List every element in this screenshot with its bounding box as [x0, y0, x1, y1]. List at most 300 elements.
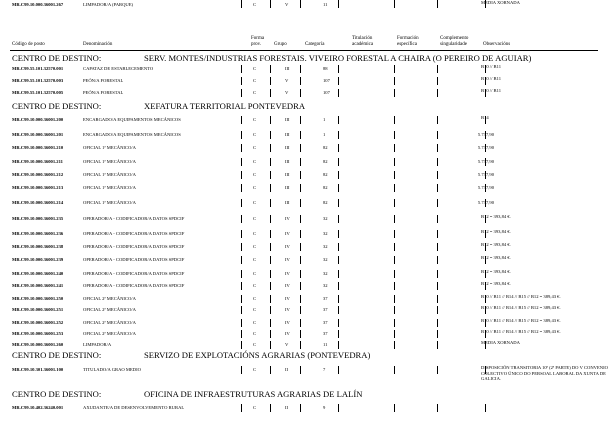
table-row — [10, 76, 610, 85]
cell-position-code: MR.C99.55.101.32570.001 — [12, 66, 64, 71]
cell-grupo: IV — [285, 257, 290, 262]
cell-grupo: III — [285, 200, 290, 205]
table-row — [10, 242, 610, 251]
cell-position-code: MR.C99.10.000.36001.210 — [12, 145, 64, 150]
column-divider — [394, 366, 395, 374]
column-divider — [270, 306, 271, 314]
column-divider — [270, 230, 271, 238]
cell-position-code: MR.C99.10.000.36001.239 — [12, 257, 64, 262]
column-divider — [300, 341, 301, 349]
column-divider — [338, 199, 339, 207]
cell-position-code: MR.C99.10.000.36001.214 — [12, 200, 64, 205]
table-row — [10, 64, 610, 73]
cell-observacions: MEDIA XORNADA — [481, 340, 520, 345]
cell-position-code: MR.C99.10.000.36001.235 — [12, 216, 64, 221]
column-divider — [485, 270, 486, 278]
cell-position-code: MR.C99.10.000.36001.260 — [12, 342, 64, 347]
table-row — [10, 318, 610, 327]
column-divider — [300, 77, 301, 85]
column-divider — [485, 0, 486, 8]
column-divider — [241, 243, 242, 251]
table-row — [10, 365, 610, 381]
column-divider — [485, 65, 486, 73]
cell-categoria: 1 — [323, 132, 326, 137]
column-divider — [485, 330, 486, 338]
column-divider — [394, 341, 395, 349]
column-divider — [394, 77, 395, 85]
column-divider — [338, 116, 339, 124]
cell-denominacion: CAPATAZ DE ESTABLECEMENTO — [83, 66, 154, 71]
cell-categoria: 88 — [323, 66, 328, 71]
column-divider — [338, 282, 339, 290]
column-divider — [241, 330, 242, 338]
column-divider — [241, 366, 242, 374]
center-destino-name: XEFATURA TERRITORIAL PONTEVEDRA — [144, 101, 306, 111]
column-divider — [485, 341, 486, 349]
center-destino-heading — [12, 101, 305, 111]
cell-categoria: 37 — [323, 320, 328, 325]
column-divider — [394, 199, 395, 207]
cell-categoria: 1 — [323, 117, 326, 122]
column-divider — [485, 184, 486, 192]
column-divider — [270, 295, 271, 303]
column-divider — [241, 404, 242, 412]
cell-categoria: 107 — [323, 78, 330, 83]
cell-denominacion: OPERADOR/A - CODIFICADOR/A DATOS SPDCIF — [83, 231, 185, 236]
cell-grupo: III — [285, 66, 290, 71]
cell-observacions: B14 — [481, 115, 489, 120]
column-divider — [485, 158, 486, 166]
cell-denominacion: LIMPADOR/A (PARQUE) — [83, 2, 134, 7]
column-divider — [437, 77, 438, 85]
column-divider — [300, 230, 301, 238]
column-divider — [241, 295, 242, 303]
column-divider — [437, 158, 438, 166]
column-divider — [485, 199, 486, 207]
cell-complemento: 5.737,90 — [477, 159, 494, 164]
column-divider — [300, 171, 301, 179]
column-divider — [437, 116, 438, 124]
cell-denominacion: OFICIAL 1ª MECÁNICO/A — [83, 145, 136, 150]
cell-forma-prov: C — [253, 78, 257, 83]
center-destino-label: CENTRO DE DESTINO: — [12, 389, 102, 399]
cell-denominacion: OFICIAL 1ª MECÁNICO/A — [83, 185, 136, 190]
cell-grupo: IV — [285, 216, 290, 221]
column-divider — [270, 282, 271, 290]
cell-observacions: B10 // B11 — [481, 88, 501, 93]
cell-forma-prov: C — [253, 159, 257, 164]
cell-denominacion: OFICIAL 1ª MECÁNICO/A — [83, 172, 136, 177]
cell-categoria: 32 — [323, 216, 328, 221]
column-divider — [437, 184, 438, 192]
column-divider — [300, 158, 301, 166]
table-row — [10, 0, 610, 9]
cell-forma-prov: C — [253, 185, 257, 190]
cell-categoria: 32 — [323, 231, 328, 236]
column-divider — [437, 230, 438, 238]
cell-denominacion: OPERADOR/A - CODIFICADOR/A DATOS SPDCIF — [83, 216, 185, 221]
cell-grupo: IV — [285, 271, 290, 276]
cell-complemento: 5.737,90 — [477, 200, 494, 205]
table-row — [10, 229, 610, 238]
cell-categoria: 32 — [323, 283, 328, 288]
cell-complemento: 5.737,90 — [477, 145, 494, 150]
column-divider — [270, 116, 271, 124]
column-divider — [338, 89, 339, 97]
table-row — [10, 88, 610, 97]
column-divider — [300, 184, 301, 192]
cell-categoria: 32 — [323, 271, 328, 276]
cell-position-code: MR.C99.10.000.36001.240 — [12, 271, 64, 276]
column-divider — [437, 89, 438, 97]
cell-grupo: IV — [285, 307, 290, 312]
column-divider — [300, 131, 301, 139]
column-divider — [241, 256, 242, 264]
cell-forma-prov: C — [253, 231, 257, 236]
column-divider — [300, 306, 301, 314]
column-divider — [241, 341, 242, 349]
column-divider — [437, 366, 438, 374]
cell-position-code: MR.C99.10.000.36001.253 — [12, 331, 64, 336]
center-destino-heading — [12, 350, 370, 360]
cell-observacions: B10 // B11 — [481, 64, 501, 69]
column-divider — [394, 131, 395, 139]
center-destino-name: SERVIZO DE EXPLOTACIÓNS AGRARIAS (PONTEVEDRA) — [144, 350, 371, 360]
col-header-observacions: Observacións — [483, 42, 511, 47]
cell-position-code: MR.C99.10.000.36001.200 — [12, 117, 64, 122]
table-row — [10, 340, 610, 349]
column-divider — [338, 215, 339, 223]
column-divider — [300, 215, 301, 223]
column-divider — [241, 77, 242, 85]
cell-position-code: MR.C99.55.101.32570.003 — [12, 78, 64, 83]
column-divider — [485, 144, 486, 152]
column-divider — [437, 171, 438, 179]
column-divider — [270, 158, 271, 166]
cell-observacions: B12 = 393,84 €. — [481, 242, 511, 247]
cell-observacions: B10 // B11 // B14 // B15 // B12 = 389,43 €. — [481, 294, 561, 299]
cell-grupo: II — [285, 367, 289, 372]
cell-categoria: 32 — [323, 257, 328, 262]
cell-denominacion: OFICIAL 1ª MECÁNICO/A — [83, 200, 136, 205]
column-divider — [485, 404, 486, 412]
cell-position-code: MR.C99.10.402.36240.001 — [12, 405, 64, 410]
column-divider — [270, 0, 271, 8]
cell-denominacion: OFICIAL 2ª MECÁNICO/A — [83, 307, 136, 312]
table-row — [10, 115, 610, 124]
cell-grupo: V — [285, 342, 289, 347]
column-divider — [338, 171, 339, 179]
cell-grupo: IV — [285, 331, 290, 336]
center-destino-heading — [12, 53, 531, 63]
column-divider — [485, 295, 486, 303]
cell-observacions: B10 // B11 // B14 // B15 // B12 = 389,43 €. — [481, 318, 561, 323]
cell-denominacion: AXUDANTE/A DE DESENVOLVEMENTO RURAL — [83, 405, 185, 410]
column-divider — [300, 282, 301, 290]
column-divider — [338, 243, 339, 251]
cell-denominacion: ENCARGADO/A EQUIPAMENTOS MECÁNICOS — [83, 132, 181, 137]
cell-observacions: B10 // B11 — [481, 76, 501, 81]
cell-categoria: 37 — [323, 296, 328, 301]
column-divider — [300, 256, 301, 264]
cell-grupo: III — [285, 132, 290, 137]
column-divider — [437, 404, 438, 412]
col-header-codigo: Código de posto — [12, 42, 45, 47]
cell-denominacion: OFICIAL 2ª MECÁNICO/A — [83, 296, 136, 301]
column-divider — [270, 270, 271, 278]
column-divider — [241, 131, 242, 139]
table-row — [10, 183, 610, 192]
table-row — [10, 255, 610, 264]
cell-position-code: MR.C99.10.000.36001.250 — [12, 296, 64, 301]
cell-categoria: 107 — [323, 90, 330, 95]
cell-denominacion: LIMPADOR/A — [83, 342, 112, 347]
column-divider — [437, 215, 438, 223]
column-divider — [241, 65, 242, 73]
table-row — [10, 294, 610, 303]
cell-observacions: B10 // B11 // B14 // B15 // B12 = 389,43 €. — [481, 305, 561, 310]
column-divider — [241, 184, 242, 192]
cell-position-code: MR.C99.55.101.32570.005 — [12, 90, 64, 95]
cell-denominacion: PEÓN/A FORESTAL — [83, 90, 124, 95]
cell-position-code: MR.C99.10.000.36001.251 — [12, 307, 64, 312]
cell-observacions: DISPOSICIÓN TRANSITORIA 10ª (2ª PARTE) DO V CONVENIO COLECTIVO ÚNICO DO PERSOAL LABORAL DA XUNTA DE GALICIA. — [481, 365, 608, 381]
cell-grupo: IV — [285, 231, 290, 236]
column-divider — [300, 270, 301, 278]
cell-categoria: 37 — [323, 307, 328, 312]
column-divider — [485, 171, 486, 179]
table-row — [10, 157, 610, 166]
column-divider — [394, 144, 395, 152]
column-divider — [338, 184, 339, 192]
col-header-grupo: Grupo — [274, 42, 287, 47]
table-row — [10, 269, 610, 278]
column-divider — [394, 230, 395, 238]
cell-complemento: 5.737,90 — [477, 172, 494, 177]
column-divider — [270, 171, 271, 179]
cell-forma-prov: C — [253, 66, 257, 71]
column-divider — [241, 0, 242, 8]
cell-grupo: V — [285, 78, 289, 83]
column-divider — [437, 144, 438, 152]
column-divider — [338, 404, 339, 412]
col-header-denominacion: Denominación — [83, 42, 113, 47]
column-divider — [394, 89, 395, 97]
cell-complemento: 5.737,90 — [477, 185, 494, 190]
cell-forma-prov: C — [253, 216, 257, 221]
column-divider — [485, 243, 486, 251]
table-row — [10, 214, 610, 223]
column-divider — [241, 230, 242, 238]
column-divider — [437, 319, 438, 327]
cell-denominacion: ENCARGADO/A EQUIPAMENTOS MECÁNICOS — [83, 117, 181, 122]
column-divider — [394, 116, 395, 124]
table-row — [10, 130, 610, 139]
cell-denominacion: TITULADO/A GRAO MEDIO — [83, 367, 141, 372]
cell-forma-prov: C — [253, 367, 257, 372]
cell-observacions: B10 // B11 // B14 // B15 // B12 = 389,43 €. — [481, 329, 561, 334]
cell-categoria: 82 — [323, 185, 328, 190]
column-divider — [270, 366, 271, 374]
column-divider — [300, 295, 301, 303]
cell-position-code: MR.C99.10.000.36001.213 — [12, 185, 64, 190]
cell-forma-prov: C — [253, 405, 257, 410]
column-divider — [394, 256, 395, 264]
column-divider — [394, 0, 395, 8]
cell-denominacion: OFICIAL 2ª MECÁNICO/A — [83, 331, 136, 336]
column-divider — [241, 89, 242, 97]
column-divider — [394, 282, 395, 290]
cell-position-code: MR.C99.10.000.36001.211 — [12, 159, 63, 164]
column-divider — [338, 319, 339, 327]
column-divider — [270, 330, 271, 338]
column-divider — [437, 295, 438, 303]
column-divider — [485, 89, 486, 97]
column-divider — [300, 65, 301, 73]
column-divider — [394, 319, 395, 327]
cell-grupo: IV — [285, 283, 290, 288]
column-divider — [300, 0, 301, 8]
column-divider — [300, 144, 301, 152]
column-divider — [270, 243, 271, 251]
cell-grupo: III — [285, 172, 290, 177]
column-divider — [300, 404, 301, 412]
column-divider — [437, 330, 438, 338]
cell-forma-prov: C — [253, 132, 257, 137]
column-divider — [300, 199, 301, 207]
cell-observacions: B12 = 393,84 €. — [481, 229, 511, 234]
column-divider — [300, 243, 301, 251]
column-divider — [241, 171, 242, 179]
column-divider — [270, 215, 271, 223]
column-divider — [300, 89, 301, 97]
cell-denominacion: PEÓN/A FORESTAL — [83, 78, 124, 83]
cell-forma-prov: C — [253, 172, 257, 177]
column-divider — [338, 270, 339, 278]
column-divider — [241, 270, 242, 278]
cell-grupo: IV — [285, 320, 290, 325]
column-divider — [338, 0, 339, 8]
column-divider — [437, 306, 438, 314]
cell-forma-prov: C — [253, 90, 257, 95]
column-divider — [241, 199, 242, 207]
cell-forma-prov: C — [253, 145, 257, 150]
column-divider — [485, 230, 486, 238]
column-divider — [338, 306, 339, 314]
cell-categoria: 7 — [323, 367, 326, 372]
center-destino-name: SERV. MONTES/INDUSTRIAS FORESTAIS. VIVEIRO FORESTAL A CHAIRA (O PEREIRO DE AGUIAR) — [144, 53, 532, 63]
column-divider — [241, 144, 242, 152]
cell-forma-prov: C — [253, 283, 257, 288]
cell-observacions: MEDIA XORNADA — [481, 0, 520, 5]
table-row — [10, 143, 610, 152]
column-divider — [241, 282, 242, 290]
column-divider — [394, 184, 395, 192]
column-divider — [270, 319, 271, 327]
column-divider — [394, 65, 395, 73]
column-divider — [394, 243, 395, 251]
center-destino-heading — [12, 389, 362, 399]
column-divider — [270, 256, 271, 264]
column-divider — [241, 158, 242, 166]
column-divider — [394, 330, 395, 338]
cell-categoria: 82 — [323, 200, 328, 205]
cell-observacions: B12 = 393,84 €. — [481, 214, 511, 219]
column-divider — [338, 341, 339, 349]
column-divider — [338, 230, 339, 238]
column-divider — [485, 319, 486, 327]
cell-categoria: 9 — [323, 405, 326, 410]
column-divider — [485, 215, 486, 223]
column-divider — [338, 366, 339, 374]
cell-position-code: MR.C99.10.000.36001.212 — [12, 172, 64, 177]
column-divider — [485, 256, 486, 264]
column-divider — [270, 184, 271, 192]
cell-forma-prov: C — [253, 117, 257, 122]
col-header-titulacion: Titulación académica — [352, 36, 374, 47]
column-divider — [270, 131, 271, 139]
cell-categoria: 82 — [323, 172, 328, 177]
center-destino-label: CENTRO DE DESTINO: — [12, 350, 102, 360]
cell-denominacion: OFICIAL 2ª MECÁNICO/A — [83, 320, 136, 325]
column-divider — [485, 77, 486, 85]
column-divider — [394, 404, 395, 412]
column-divider — [338, 256, 339, 264]
column-divider — [338, 295, 339, 303]
cell-categoria: 11 — [323, 342, 328, 347]
column-divider — [338, 330, 339, 338]
column-divider — [270, 144, 271, 152]
column-divider — [270, 341, 271, 349]
column-divider — [241, 215, 242, 223]
column-divider — [270, 199, 271, 207]
column-divider — [270, 404, 271, 412]
cell-grupo: III — [285, 117, 290, 122]
column-divider — [437, 282, 438, 290]
cell-forma-prov: C — [253, 320, 257, 325]
cell-complemento: 5.737,90 — [477, 132, 494, 137]
col-header-forma-prov: Forma prov. — [251, 36, 265, 47]
cell-position-code: MR.C99.10.301.36001.100 — [12, 367, 64, 372]
column-divider — [270, 89, 271, 97]
cell-grupo: IV — [285, 244, 290, 249]
table-row — [10, 329, 610, 338]
cell-grupo: IV — [285, 296, 290, 301]
column-divider — [394, 171, 395, 179]
cell-position-code: MR.C99.10.000.36001.236 — [12, 231, 64, 236]
cell-forma-prov: C — [253, 244, 257, 249]
column-divider — [241, 306, 242, 314]
table-row — [10, 198, 610, 207]
column-divider — [437, 65, 438, 73]
table-row — [10, 403, 610, 412]
cell-forma-prov: C — [253, 257, 257, 262]
cell-forma-prov: C — [253, 2, 257, 7]
cell-denominacion: OPERADOR/A - CODIFICADOR/A DATOS SPDCIF — [83, 244, 185, 249]
column-divider — [270, 65, 271, 73]
cell-denominacion: OPERADOR/A - CODIFICADOR/A DATOS SPDCIF — [83, 257, 185, 262]
table-row — [10, 281, 610, 290]
cell-grupo: V — [285, 2, 289, 7]
column-divider — [437, 131, 438, 139]
column-divider — [394, 270, 395, 278]
cell-position-code: MR.C99.10.000.36001.238 — [12, 244, 64, 249]
cell-denominacion: OFICIAL 1ª MECÁNICO/A — [83, 159, 136, 164]
column-divider — [394, 306, 395, 314]
table-row — [10, 170, 610, 179]
cell-position-code: MR.C99.10.000.36001.201 — [12, 132, 64, 137]
cell-categoria: 11 — [323, 2, 328, 7]
